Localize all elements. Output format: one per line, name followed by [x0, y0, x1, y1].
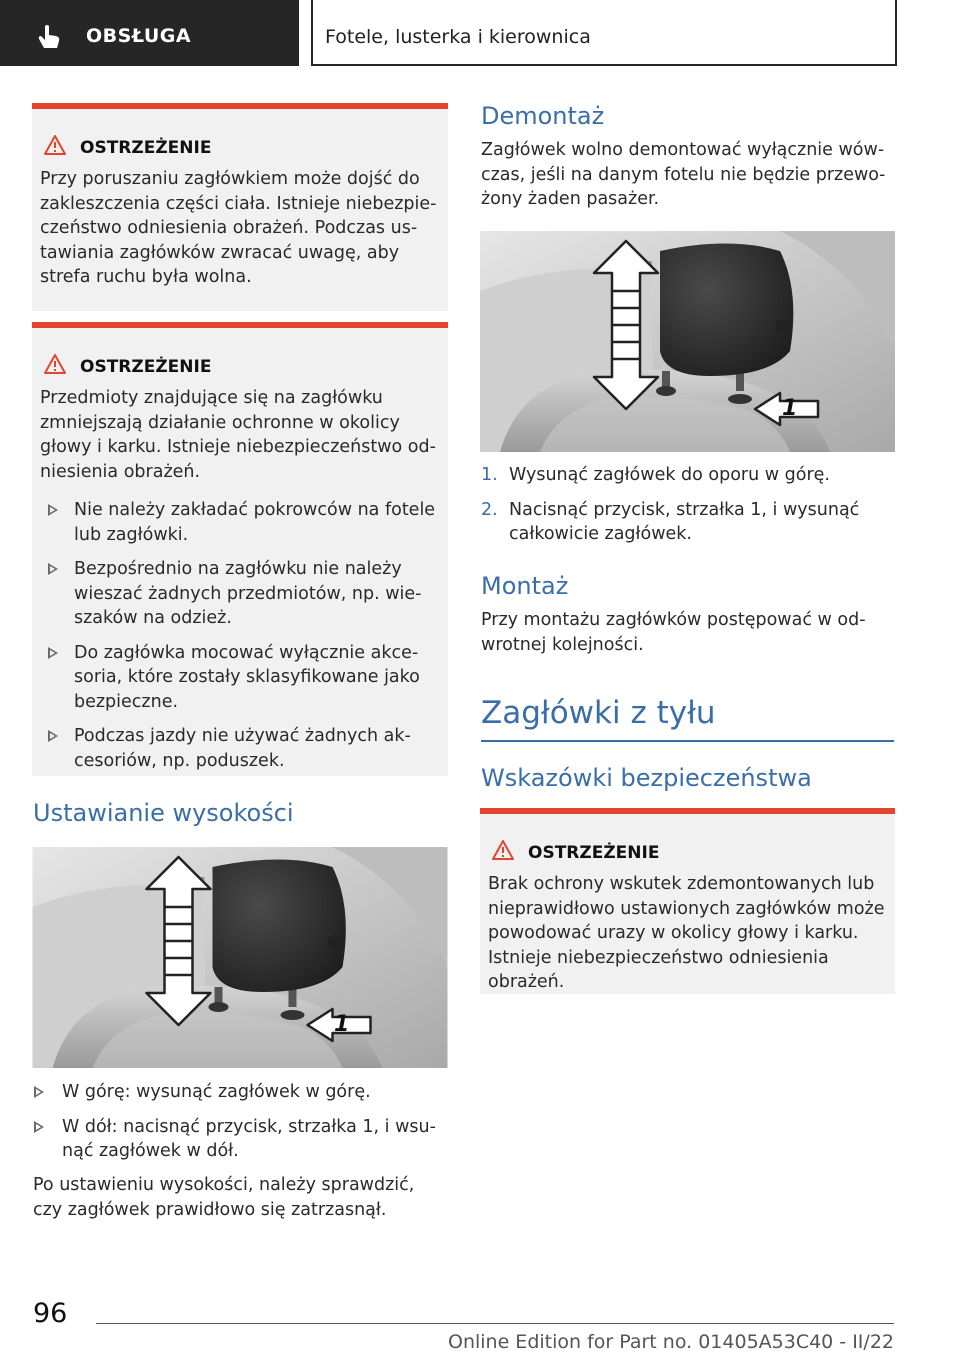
headrest-removal-illustration [480, 231, 895, 452]
list-item: Podczas jazdy nie używać żadnych akcesoriów, np. poduszek. [32, 724, 438, 773]
triangle-bullet-icon [48, 504, 58, 516]
callout-number: 1 [334, 1012, 350, 1037]
callout-number: 1 [782, 396, 798, 421]
list-item: Do zagłówka mocować wyłącznie akcesoria, które zostały sklasyfikowane jako bezpieczne. [32, 641, 438, 715]
edition-label: Online Edition for Part no. 01405A53C40 - II/22 [447, 1331, 894, 1353]
triangle-bullet-icon [48, 730, 58, 742]
list-item: 2. Nacisnąć przycisk, strzałka 1, i wysunąć całkowicie zagłówek. [481, 499, 860, 544]
list-item: W dół: nacisnąć przycisk, strzałka 1, i wsunąć zagłówek w dół. [32, 1115, 448, 1164]
chapter-header [311, 0, 897, 66]
list-item: W górę: wysunąć zagłówek w górę. [32, 1080, 448, 1105]
warning-triangle-icon [44, 135, 66, 155]
page-number: 96 [33, 1298, 68, 1329]
warning-text: Przy poruszaniu zagłówkiem może dojść do zakleszczenia części ciała. Istnieje niebezpieczeństwo odniesienia obrażeń. Podczas ustawiania zagłówków zwracać uwagę, aby strefa ruchu była wolna. [40, 169, 437, 287]
section-heading: Montaż [481, 572, 569, 600]
footer-rule [96, 1323, 894, 1324]
section-heading: Demontaż [481, 102, 605, 130]
removal-steps [481, 463, 893, 547]
section-heading: Ustawianie wysokości [33, 799, 294, 827]
section-label: OBSŁUGA [86, 25, 192, 47]
triangle-bullet-icon [34, 1121, 44, 1133]
warning-heading: OSTRZEŻENIE [80, 138, 212, 158]
warning-text: Brak ochrony wskutek zdemontowanych lub nieprawidłowo ustawionych zagłówków może powodować urazy w okolicy głowy i karku. Istnieje niebezpieczeństwo odniesienia obrażeń. [488, 874, 885, 992]
mounting-text: Przy montażu zagłówków postępować w odwrotnej kolejności. [481, 610, 866, 655]
hand-pointer-icon [36, 24, 62, 50]
warning-heading: OSTRZEŻENIE [528, 843, 660, 863]
list-item: 1. Wysunąć zagłówek do oporu w górę. [481, 465, 830, 485]
warning-bullet-list [32, 498, 438, 773]
removal-text: Zagłówek wolno demontować wyłącznie wówczas, jeśli na danym fotelu nie będzie przewożony żaden pasażer. [481, 140, 886, 209]
height-note: Po ustawieniu wysokości, należy sprawdzić, czy zagłówek prawidłowo się zatrzasnął. [33, 1175, 415, 1220]
warning-box [32, 103, 448, 311]
height-instructions [32, 1080, 448, 1164]
triangle-bullet-icon [34, 1086, 44, 1098]
warning-box [32, 322, 448, 776]
warning-triangle-icon [44, 354, 66, 374]
triangle-bullet-icon [48, 647, 58, 659]
chapter-subtitle: Zagłówki z tyłu [481, 695, 716, 731]
warning-box [480, 808, 895, 994]
chapter-title: Fotele, lusterka i kierownica [325, 26, 591, 48]
headrest-height-illustration [32, 847, 448, 1068]
section-tab [0, 0, 299, 66]
list-item: Nie należy zakładać pokrowców na fotele lub zagłówki. [32, 498, 438, 547]
section-heading: Wskazówki bezpieczeństwa [481, 764, 812, 792]
warning-heading: OSTRZEŻENIE [80, 357, 212, 377]
warning-triangle-icon [492, 840, 514, 860]
triangle-bullet-icon [48, 563, 58, 575]
list-item: Bezpośrednio na zagłówku nie należy wieszać żadnych przedmiotów, np. wieszaków na odzież. [32, 557, 438, 631]
warning-text: Przedmioty znajdujące się na zagłówku zmniejszają działanie ochronne w okolicy głowy i karku. Istnieje niebezpieczeństwo odniesienia obrażeń. [40, 388, 436, 482]
heading-rule [481, 740, 894, 742]
